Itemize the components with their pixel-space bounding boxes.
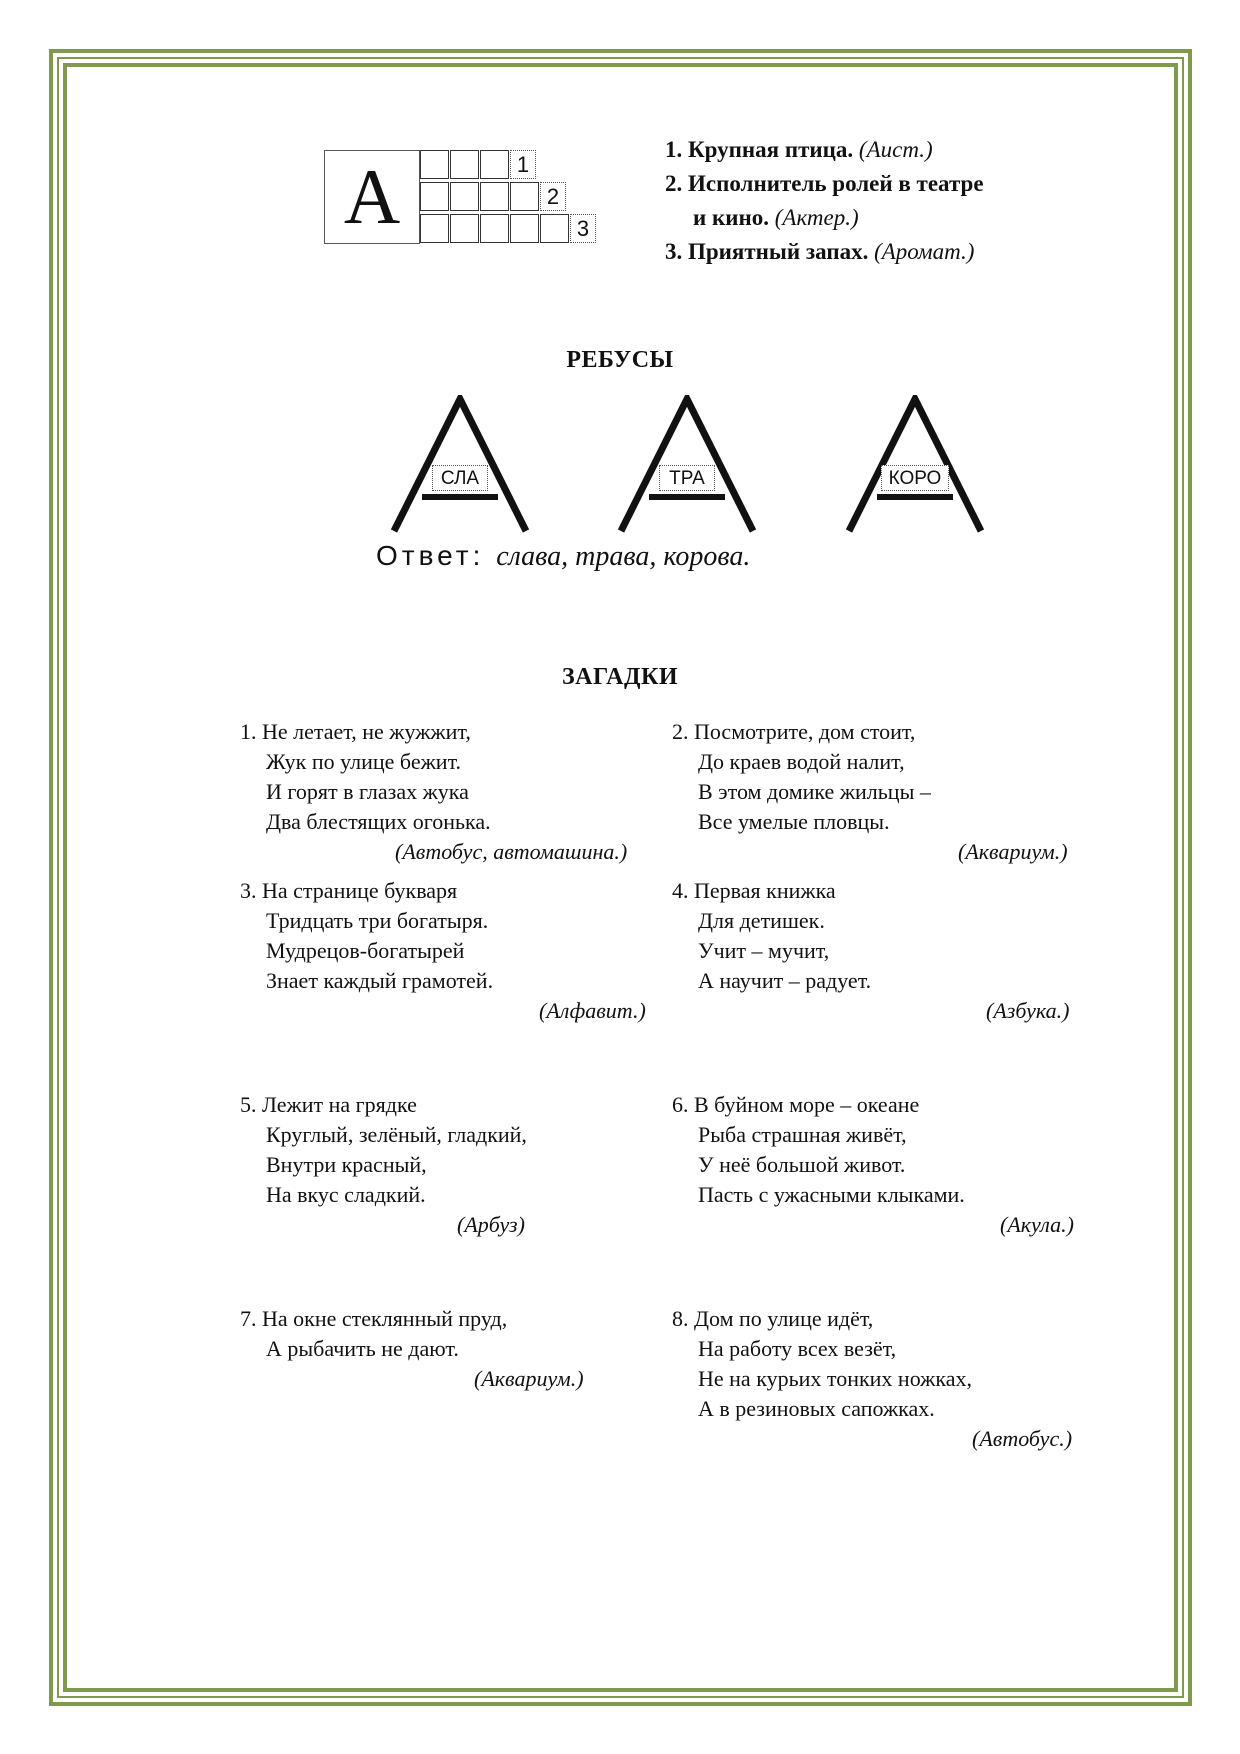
rebus-label: КОРО bbox=[881, 465, 949, 491]
riddle-answer: (Алфавит.) bbox=[539, 998, 646, 1023]
riddle-answer: (Аквариум.) bbox=[474, 1366, 584, 1391]
crossword-clue: 2. Исполнитель ролей в театре и кино. (Актер.) bbox=[665, 171, 984, 230]
riddle-item: 6. В буйном море – океане Рыба страшная живёт, У неё большой живот. Пасть с ужасными клыками. (Акула.) bbox=[672, 1090, 965, 1210]
rebus-answer: Ответ: слава, трава, корова. bbox=[376, 540, 751, 572]
rebus-label: ТРА bbox=[659, 465, 715, 491]
riddle-item: 1. Не летает, не жужжит, Жук по улице бежит. И горят в глазах жука Два блестящих огонька. (Автобус, автомашина.) bbox=[240, 717, 491, 837]
riddle-answer: (Автобус.) bbox=[972, 1426, 1073, 1451]
riddle-answer: (Азбука.) bbox=[986, 998, 1070, 1023]
crossword-clue: 1. Крупная птица. (Аист.) bbox=[665, 137, 933, 162]
rebus-item bbox=[845, 395, 985, 535]
crossword-number: 3 bbox=[570, 214, 596, 243]
rebus-heading: РЕБУСЫ bbox=[566, 347, 674, 373]
riddle-item: 4. Первая книжка Для детишек. Учит – мучит, А научит – радует. (Азбука.) bbox=[672, 876, 871, 996]
crossword-row-2 bbox=[420, 182, 566, 211]
riddle-item: 7. На окне стеклянный пруд, А рыбачить не дают. (Аквариум.) bbox=[240, 1304, 507, 1364]
riddle-item: 3. На странице букваря Тридцать три богатыря. Мудрецов-богатырей Знает каждый грамотей. (Алфавит.) bbox=[240, 876, 493, 996]
crossword-clue: 3. Приятный запах. (Аромат.) bbox=[665, 239, 975, 264]
clue-answer: (Аист.) bbox=[858, 137, 933, 162]
riddles-heading: ЗАГАДКИ bbox=[561, 664, 679, 690]
crossword-number: 1 bbox=[510, 150, 536, 179]
crossword-number: 2 bbox=[540, 182, 566, 211]
riddle-item: 8. Дом по улице идёт, На работу всех везёт, Не на курьих тонких ножках, А в резиновых сапожках. (Автобус.) bbox=[672, 1304, 972, 1424]
riddle-answer: (Арбуз) bbox=[457, 1212, 525, 1237]
crossword-cell[interactable] bbox=[450, 214, 479, 243]
crossword-cell[interactable] bbox=[510, 214, 539, 243]
crossword-row-1 bbox=[420, 150, 536, 179]
crossword-cell[interactable] bbox=[420, 214, 449, 243]
crossword-cell[interactable] bbox=[450, 150, 479, 179]
riddle-answer: (Автобус, автомашина.) bbox=[395, 839, 628, 864]
rebus-item bbox=[617, 395, 757, 535]
riddle-item: 5. Лежит на грядке Круглый, зелёный, гладкий, Внутри красный, На вкус сладкий. (Арбуз) bbox=[240, 1090, 527, 1210]
clue-answer: (Аромат.) bbox=[874, 239, 975, 264]
riddle-answer: (Аквариум.) bbox=[958, 839, 1068, 864]
crossword-cell[interactable] bbox=[420, 150, 449, 179]
crossword-row-3 bbox=[420, 214, 596, 243]
rebus-item bbox=[390, 395, 530, 535]
crossword-clues bbox=[665, 133, 1085, 269]
crossword-cell[interactable] bbox=[420, 182, 449, 211]
crossword-cell[interactable] bbox=[510, 182, 539, 211]
crossword-cell[interactable] bbox=[480, 214, 509, 243]
crossword-key-letter: А bbox=[324, 150, 420, 244]
crossword-cell[interactable] bbox=[450, 182, 479, 211]
crossword-cell[interactable] bbox=[540, 214, 569, 243]
riddle-item: 2. Посмотрите, дом стоит, До краев водой налит, В этом домике жильцы – Все умелые пловцы. (Аквариум.) bbox=[672, 717, 931, 837]
riddle-answer: (Акула.) bbox=[1000, 1212, 1074, 1237]
rebus-label: СЛА bbox=[432, 465, 488, 491]
clue-answer: (Актер.) bbox=[774, 205, 859, 230]
crossword-cell[interactable] bbox=[480, 150, 509, 179]
crossword-cell[interactable] bbox=[480, 182, 509, 211]
